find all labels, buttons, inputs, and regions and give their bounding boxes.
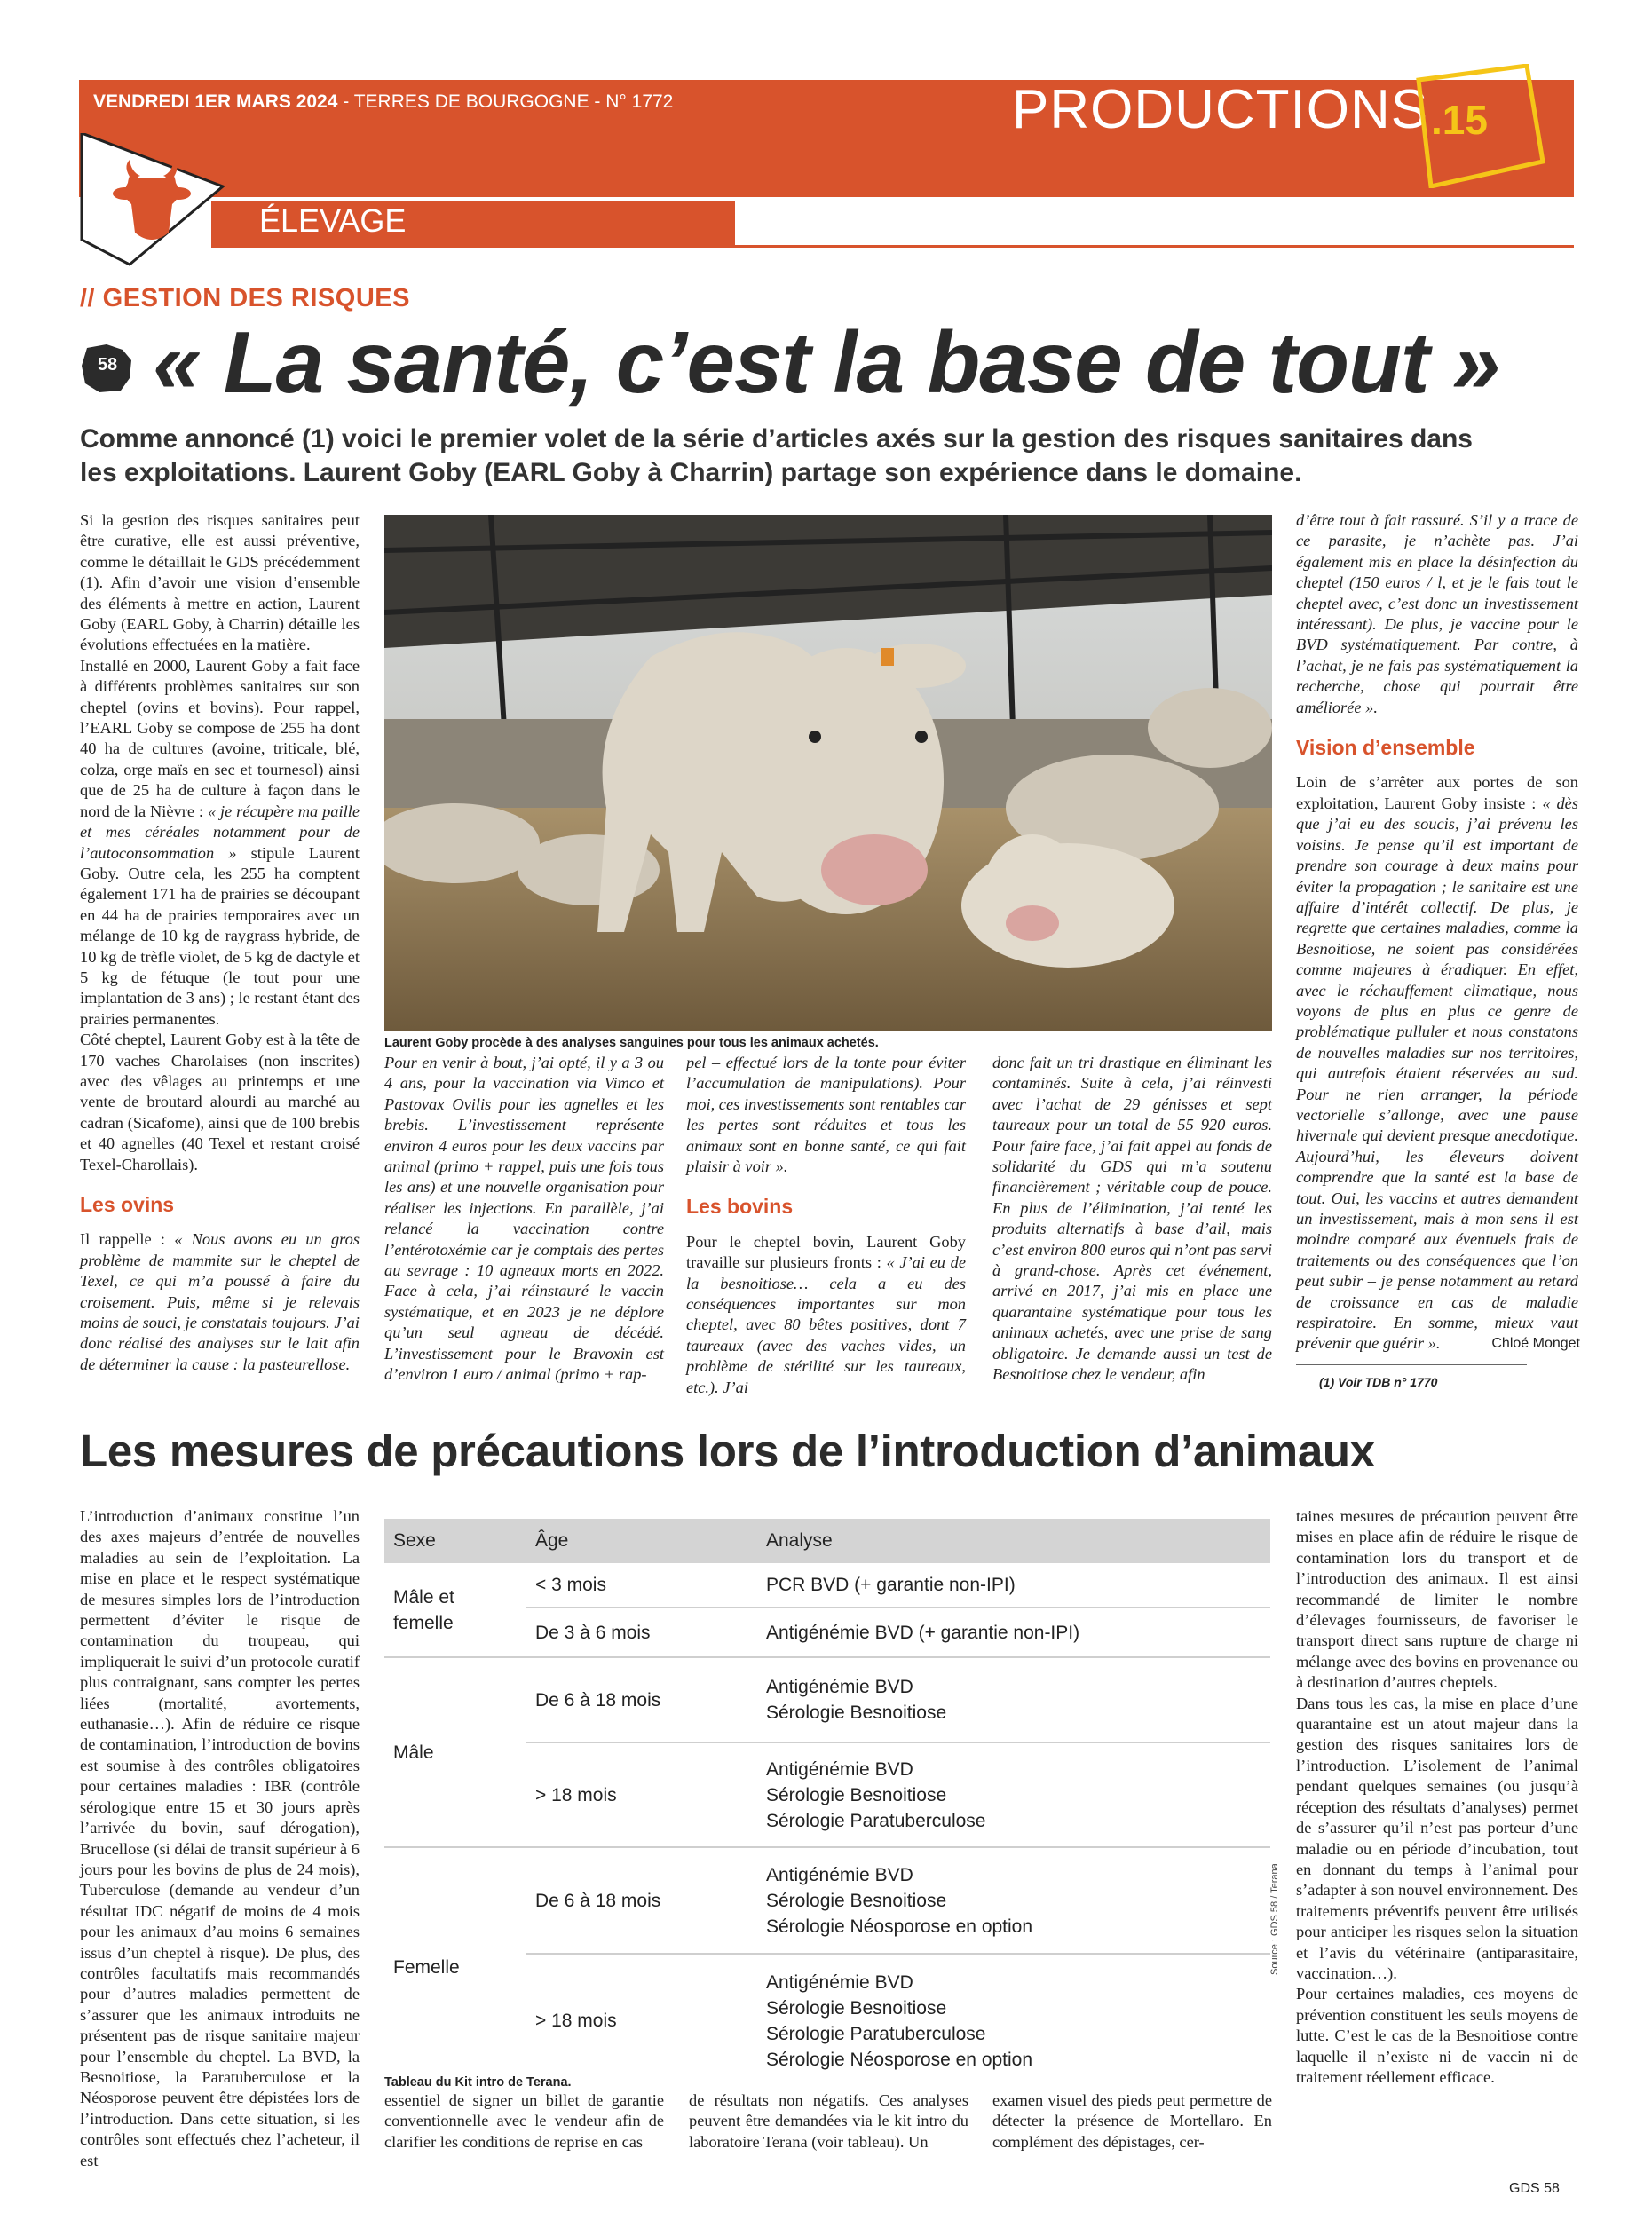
article-lead: Comme annoncé (1) voici le premier volet de la série d’articles axés sur la gestion des risques sanitaires dans les exploitations. Laurent Goby (EARL Goby à Charrin) partage son expérience dans le domaine. — [80, 424, 1473, 487]
table-cell-analyse: Antigénémie BVD (+ garantie non-IPI) — [757, 1608, 1270, 1657]
author-signature: Chloé Monget — [1491, 1336, 1580, 1351]
table-cell-analyse: Antigénémie BVD Sérologie Besnoitiose — [757, 1657, 1270, 1742]
photo-caption: Laurent Goby procède à des analyses sanguines pour tous les animaux achetés. — [384, 1036, 879, 1050]
table-cell-sexe: Mâle et femelle — [384, 1563, 526, 1657]
paragraph: Dans tous les cas, la mise en place d’une quarantaine est un atout majeur dans la gestion des risques sanitaires lors de l’introduction. L’isolement de l’animal pendant quelques semaines (ou jusqu’à réception des résultats d’analyses) permet de s’assurer qu’il n’est pas porteur d’une maladie ou en période d’incubation, tout en donnant du temps à l’animal pour s’adapter à son nouvel environnement. Des traitements préventifs peuvent être utilisés pour anticiper les risques selon la situation et l’avis du vétérinaire (antiparasitaire, vaccination…). — [1296, 1694, 1578, 1982]
box-title: Les mesures de précautions lors de l’introduction d’animaux — [80, 1426, 1375, 1476]
paragraph: de résultats non négatifs. Ces analyses peuvent être demandées via le kit intro du laboratoire Terana (voir tableau). Un — [689, 2091, 968, 2151]
subheading-ovins: Les ovins — [80, 1193, 175, 1216]
article-column-1 — [80, 510, 360, 1375]
table-cell-analyse: Antigénémie BVD Sérologie Besnoitiose Sérologie Paratuberculose — [757, 1742, 1270, 1847]
paragraph: examen visuel des pieds peut permettre de détecter la présence de Mortellaro. En complément des dépistages, cer- — [992, 2091, 1272, 2151]
paragraph: pel – effectué lors de la tonte pour éviter l’accumulation de manipulations). Pour moi, ces investissements sont rentables car les pertes sont réduites et tous les animaux sont en bonne santé, ce qui fait plaisir à voir ». — [686, 1054, 966, 1176]
analysis-table — [384, 1519, 1270, 2087]
subheading-vision: Vision d’ensemble — [1296, 736, 1475, 760]
table-header: Analyse — [757, 1519, 1270, 1563]
table-cell-sexe: Mâle — [384, 1657, 526, 1847]
paragraph: Il rappelle : « Nous avons eu un gros problème de mammite sur le cheptel de Texel, ce qui m’a poussé à faire du croisement. Puis, même si je relevais moins de souci, je constatais toujours. J’ai donc réalisé des analyses sur le lait afin de déterminer la cause : la pasteurellose. — [80, 1230, 360, 1373]
table-cell-age: < 3 mois — [526, 1563, 757, 1608]
table-cell-age: > 18 mois — [526, 1742, 757, 1847]
article-kicker: // GESTION DES RISQUES — [80, 284, 410, 312]
article-title: « La santé, c’est la base de tout » — [153, 313, 1500, 411]
paragraph: Installé en 2000, Laurent Goby a fait face à différents problèmes sanitaires sur son cheptel (ovins et bovins). Pour rappel, l’EARL Goby se compose de 255 ha dont 40 ha de cultures (avoine, triticale, blé, colza, orge maïs en sec et tournesol) ainsi que de 25 ha de culture à façon dans le nord de la Nièvre : « je récupère ma paille et mes céréales notamment pour de l’autoconsommation » stipule Laurent Goby. Outre cela, les 255 ha comptent également 171 ha de prairies se découpant en 44 ha de prairies temporaires avec un mélange de 10 kg de raygrass hybride, de 10 kg de trèfle violet, de 5 kg de dactyle et 5 kg de fétuque (le tout pour une implantation de 3 ans) ; le restant étant des prairies permanentes. — [80, 656, 360, 1028]
paragraph: d’être tout à fait rassuré. S’il y a trace de ce parasite, je n’achète pas. J’ai également mis en place la désinfection du cheptel (150 euros / l, et je le fais tout le cheptel avec, c’est donc un investissement intéressant). De plus, je vaccine pour le BVD systématiquement. Par contre, à l’achat, je ne fais pas systématiquement la recherche, chose qui pourrait être améliorée ». — [1296, 511, 1578, 716]
article-column-3 — [686, 1053, 966, 1398]
table-cell-analyse: Antigénémie BVD Sérologie Besnoitiose Sérologie Paratuberculose Sérologie Néosporose en option — [766, 1971, 1033, 2070]
article-column-5 — [1296, 510, 1578, 1355]
article-column-4 — [992, 1053, 1272, 1386]
subheading-bovins: Les bovins — [686, 1195, 794, 1219]
footnote: (1) Voir TDB n° 1770 — [1319, 1375, 1438, 1389]
rubric-rule — [211, 245, 1574, 248]
paragraph: Pour certaines maladies, ces moyens de prévention constituent les seuls moyens de lutte. C’est le cas de la Besnoitiose contre laquelle il n’existe ni de vaccin ni de traitement réellement efficace. — [1296, 1985, 1578, 2086]
paragraph: taines mesures de précaution peuvent être mises en place afin de réduire le risque de contamination lors du transport et de l’introduction des animaux. Il est ainsi recommandé de limiter le nombre d’élevages fournisseurs, de favoriser le transport direct sans rupture de charge ni mélange avec des bovins en provenance ou à destination d’autres cheptels. — [1296, 1507, 1578, 1692]
paragraph: L’introduction d’animaux constitue l’un des axes majeurs d’entrée de nouvelles maladies au sein de l’exploitation. La mise en place et le respect systématique de mesures simples lors de l’introduction permettent d’éviter le risque de contamination du troupeau, qui impliquerait le suivi d’un protocole curatif plus contraignant, sans compter les pertes liées (mortalité, avortements, euthanasie…). Afin de réduire ce risque de contamination, l’introduction de bovins est soumise à des contrôles obligatoires pour certaines maladies : IBR (contrôle sérologique entre 15 et 30 jours après l’arrivée du bovin, sauf dérogation), Brucellose (si délai de transit supérieur à 6 jours pour les bovins de plus de 24 mois), Tuberculose (demande au vendeur d’un résultat IDC négatif de moins de 4 mois pour les animaux d’au moins 6 semaines issus d’un cheptel à risque). De plus, des contrôles facultatifs mais recommandés pour d’autres maladies permettent de s’assurer que les animaux introduits ne présentent pas de risque sanitaire majeur pour l’ensemble du cheptel. La BVD, la Besnoitiose, la Paratuberculose et la Néosporose peuvent être dépistées lors de l’introduction. Dans cette situation, si les contrôles sont effectués chez l’acheteur, il est — [80, 1507, 360, 2169]
table-cell-age: > 18 mois — [535, 2011, 617, 2031]
department-number: 58 — [97, 355, 118, 375]
box-credit: GDS 58 — [1509, 2181, 1560, 2196]
table-row — [384, 1847, 1270, 1954]
paragraph: Si la gestion des risques sanitaires peut être curative, elle est aussi préventive, comme le détaillait le GDS précédemment (1). Afin d’avoir une vision d’ensemble des éléments à mettre en action, Laurent Goby (EARL Goby, à Charrin) détaille les évolutions effectuées en la matière. — [80, 511, 360, 654]
paragraph: essentiel de signer un billet de garantie conventionnelle avec le vendeur afin de clarifier les conditions de reprise en cas — [384, 2091, 664, 2151]
table-header-row — [384, 1519, 1270, 1563]
paragraph: Loin de s’arrêter aux portes de son exploitation, Laurent Goby insiste : « dès que j’ai eu des soucis, j’ai prévenu les voisins. Je pense qu’il est important de prendre son courage à deux mains pour éviter la propagation ; le sanitaire est une affaire d’intérêt collectif. De plus, je regrette que certaines maladies, comme la Besnoitiose, ne soient pas considérées comme majeures à éradiquer. En effet, avec le réchauffement climatique, nous voyons de plus en plus ce genre de problématique pulluler et nous constatons de nouvelles maladies sur nos territoires, qui autrefois étaient réservées au sud. Pour ne rien arranger, la période vectorielle s’allonge, avec une pause hivernale qui devient presque anecdotique. Aujourd’hui, les éleveurs doivent comprendre que la santé est la base de tout. Oui, les vaccins et autres demandent un investissement, mais à mon sens il est moindre comparé aux éventuels frais de traitements ou des conséquences que l’on peut subir – je pense notamment au retard de croissance en cas de maladie respiratoire. En somme, mieux vaut prévenir que guérir ». — [1296, 773, 1578, 1353]
paragraph: Pour en venir à bout, j’ai opté, il y a 3 ou 4 ans, pour la vaccination via Vimco et Pastovax Ovilis pour les agnelles et les brebis. L’investissement représente environ 4 euros pour les deux vaccins par animal (primo + rappel, puis une fois tous les ans) et une nouvelle organisation pour réaliser les injections. En parallèle, j’ai relancé la vaccination contre l’entérotoxémie car je comptais des pertes au sevrage : 10 agneaux morts en 2022. Face à cela, j’ai réinstauré le vaccin systématique, et en 2023 je ne déplore qu’un seul agneau de décédé. L’investissement pour le Bravoxin est d’environ 1 euro / animal (primo + rap- — [384, 1054, 664, 1384]
table-header: Âge — [526, 1519, 757, 1563]
box-column-left — [80, 1506, 360, 2171]
table-source: Source : GDS 58 / Terana — [1269, 1863, 1280, 1975]
table-cell-age: De 6 à 18 mois — [526, 1657, 757, 1742]
box-column-c — [992, 2090, 1272, 2153]
rubric-label: ÉLEVAGE — [259, 202, 407, 239]
paragraph: Pour le cheptel bovin, Laurent Goby travaille sur plusieurs fronts : « J’ai eu de la besnoitiose… cela a eu des conséquences importantes sur mon cheptel, avec 80 bêtes positives, dont 7 taureaux (avec des vaches vides, un problème de stérilité sur les taureaux, etc.). J’ai — [686, 1232, 966, 1396]
page-number: .15 — [1431, 97, 1488, 143]
section-title: PRODUCTIONS — [1012, 79, 1429, 140]
box-column-a — [384, 2090, 664, 2153]
cattle-barn-photo — [384, 515, 1272, 1031]
table-cell-analyse: Antigénémie BVD Sérologie Besnoitiose Sérologie Néosporose en option — [757, 1847, 1270, 1954]
footnote-rule — [1296, 1364, 1527, 1365]
table-row — [384, 1657, 1270, 1742]
article-column-2 — [384, 1053, 664, 1386]
table-cell-sexe: Femelle — [393, 1957, 460, 1978]
box-column-b — [689, 2090, 968, 2153]
table-row — [384, 1563, 1270, 1608]
table-header: Sexe — [384, 1519, 526, 1563]
dateline: VENDREDI 1ER MARS 2024 - TERRES DE BOURGOGNE - N° 1772 — [93, 91, 674, 112]
table-cell-analyse: PCR BVD (+ garantie non-IPI) — [757, 1563, 1270, 1608]
paragraph: Côté cheptel, Laurent Goby est à la tête de 170 vaches Charolaises (non inscrites) avec des vêlages au printemps et une vente de broutard alourdi au marché au cadran (Sicafome), ainsi que de 100 brebis et 40 agnelles (40 Texel et restant croisé Texel-Charollais). — [80, 1031, 360, 1173]
cow-icon — [76, 133, 227, 266]
paragraph: donc fait un tri drastique en éliminant les contaminés. Suite à cela, j’ai réinvesti avec l’achat de 29 génisses et sept taureaux pour un total de 55 920 euros. Pour faire face, j’ai fait appel au fonds de solidarité du GDS qui m’a soutenu financièrement ; véritable coup de pouce. En plus de l’élimination, j’ai tenté les produits alternatifs à base d’ail, mais c’est environ 800 euros qui n’ont pas servi à grand-chose. Après cet événement, arrivé en 2017, j’ai mis en place une quarantaine systématique pour tous les animaux achetés, avec une prise de sang obligatoire. Je demande aussi un test de Besnoitiose chez le vendeur, afin — [992, 1054, 1272, 1384]
table-caption: Tableau du Kit intro de Terana. — [384, 2075, 572, 2090]
table-cell-age: De 6 à 18 mois — [526, 1847, 757, 1954]
table-cell-age: De 3 à 6 mois — [526, 1608, 757, 1657]
box-column-right — [1296, 1506, 1578, 2088]
